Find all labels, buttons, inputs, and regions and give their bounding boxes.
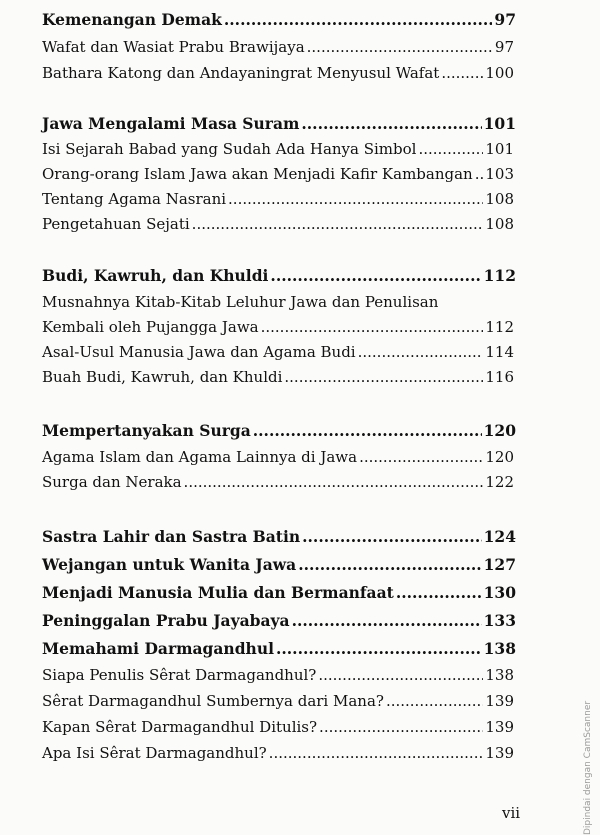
toc-entry (42, 343, 514, 361)
toc-entry (42, 140, 514, 158)
toc-entry (42, 368, 514, 386)
entry-title: Apa Isi Sêrat Darmagandhul? (42, 744, 267, 762)
entry-page: 116 (485, 368, 514, 386)
entry-title: Pengetahuan Sejati (42, 215, 190, 233)
entry-title: Orang-orang Islam Jawa akan Menjadi Kafir Kambangan (42, 165, 473, 183)
entry-title: Agama Islam dan Agama Lainnya di Jawa (42, 448, 358, 466)
chapter-title: Kemenangan Demak (42, 10, 222, 29)
entry-page: 108 (485, 190, 514, 208)
entry-page: 100 (485, 64, 514, 82)
toc-chapter (42, 555, 516, 574)
entry-title: Buah Budi, Kawruh, dan Khuldi (42, 368, 283, 386)
chapter-page: 97 (494, 10, 516, 29)
chapter-page: 124 (483, 527, 516, 546)
toc-entry (42, 318, 514, 336)
entry-title: Kapan Sêrat Darmagandhul Ditulis? (42, 718, 318, 736)
entry-page: 139 (485, 744, 514, 762)
entry-page: 120 (485, 448, 514, 466)
chapter-title: Peninggalan Prabu Jayabaya (42, 611, 290, 630)
entry-title: Sêrat Darmagandhul Sumbernya dari Mana? (42, 692, 384, 710)
entry-title: Surga dan Neraka (42, 473, 182, 491)
toc-entry (42, 473, 514, 491)
entry-page: 101 (485, 140, 514, 158)
scanner-watermark: Dipindai dengan CamScanner (583, 700, 593, 835)
entry-title: Tentang Agama Nasrani (42, 190, 227, 208)
toc-entry (42, 38, 514, 56)
chapter-title: Sastra Lahir dan Sastra Batin (42, 527, 301, 546)
chapter-page: 138 (483, 639, 516, 658)
chapter-title: Memahami Darmagandhul (42, 639, 274, 658)
toc-entry (42, 692, 514, 710)
entry-page: 122 (485, 473, 514, 491)
chapter-page: 120 (483, 421, 516, 440)
toc-chapter (42, 10, 516, 29)
entry-title-first-line: Musnahnya Kitab-Kitab Leluhur Jawa dan Penulisan (42, 293, 439, 311)
toc-entry (42, 165, 514, 183)
chapter-title: Budi, Kawruh, dan Khuldi (42, 266, 269, 285)
entry-page: 108 (485, 215, 514, 233)
toc-entry (42, 215, 514, 233)
toc-entry (42, 64, 514, 82)
chapter-title: Menjadi Manusia Mulia dan Bermanfaat (42, 583, 394, 602)
entry-title: Kembali oleh Pujangga Jawa (42, 318, 259, 336)
entry-page: 138 (485, 666, 514, 684)
chapter-title: Wejangan untuk Wanita Jawa (42, 555, 297, 574)
chapter-page: 130 (483, 583, 516, 602)
toc-entry (42, 666, 514, 684)
entry-page: 114 (485, 343, 514, 361)
toc-chapter (42, 639, 516, 658)
toc-entry (42, 718, 514, 736)
entry-page: 139 (485, 692, 514, 710)
chapter-title: Mempertanyakan Surga (42, 421, 251, 440)
toc-chapter (42, 527, 516, 546)
entry-title: Siapa Penulis Sêrat Darmagandhul? (42, 666, 317, 684)
entry-title: Bathara Katong dan Andayaningrat Menyusul Wafat (42, 64, 440, 82)
toc-entry (42, 448, 514, 466)
chapter-page: 112 (483, 266, 516, 285)
chapter-page: 127 (483, 555, 516, 574)
toc-entry (42, 190, 514, 208)
chapter-title: Jawa Mengalami Masa Suram (42, 114, 300, 133)
entry-title: Asal-Usul Manusia Jawa dan Agama Budi (42, 343, 356, 361)
page-number: vii (502, 804, 521, 822)
chapter-page: 133 (483, 611, 516, 630)
entry-title: Wafat dan Wasiat Prabu Brawijaya (42, 38, 305, 56)
entry-page: 103 (485, 165, 514, 183)
toc-entry (42, 744, 514, 762)
chapter-page: 101 (483, 114, 516, 133)
entry-page: 97 (494, 38, 514, 56)
toc-chapter (42, 114, 516, 133)
toc-chapter (42, 421, 516, 440)
entry-page: 139 (485, 718, 514, 736)
toc-chapter (42, 611, 516, 630)
toc-chapter (42, 266, 516, 285)
toc-chapter (42, 583, 516, 602)
entry-title: Isi Sejarah Babad yang Sudah Ada Hanya Simbol (42, 140, 417, 158)
entry-page: 112 (485, 318, 514, 336)
